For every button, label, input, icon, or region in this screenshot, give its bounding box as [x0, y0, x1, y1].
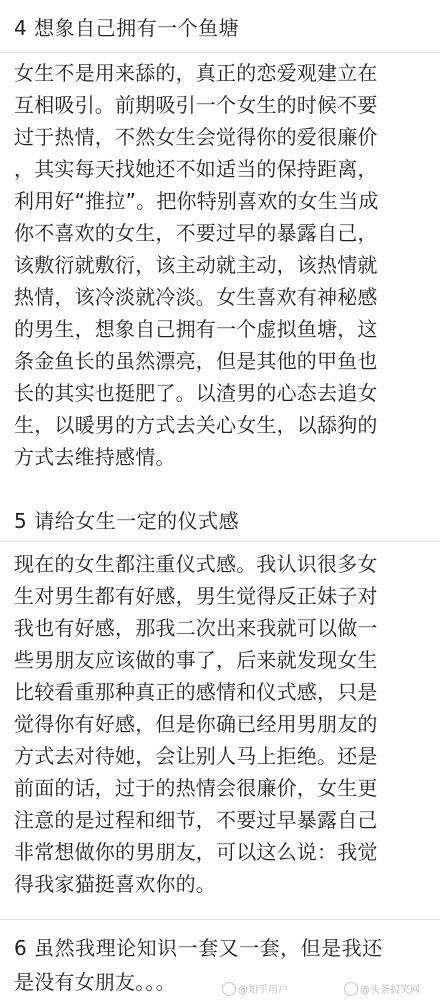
paragraph-line: 长的其实也挺肥了。以渣男的心态去追女 — [14, 381, 378, 405]
paragraph-line: 生对男生都有好感，男生觉得反正妹子对 — [14, 584, 378, 608]
section-divider — [0, 52, 440, 53]
watermark-right — [344, 982, 420, 1000]
weibo-icon — [344, 982, 358, 996]
paragraph-line: 是没有女朋友。。。 — [14, 970, 176, 994]
watermark-left — [222, 982, 288, 1000]
paragraph-line: ，其实每天找她还不如适当的保持距离， — [14, 157, 378, 181]
paragraph-line: 比较看重那种真正的感情和仪式感，只是 — [14, 680, 378, 704]
paragraph-line: 得我家猫挺喜欢你的。 — [14, 872, 216, 896]
paragraph-line: 注意的是过程和细节，不要过早暴露自己 — [14, 808, 378, 832]
paragraph-line: 非常想做你的男朋友，可以这么说：我觉 — [14, 840, 378, 864]
paragraph-line: 现在的女生都注重仪式感。我认识很多女 — [14, 552, 378, 576]
section-4-paragraph — [14, 57, 428, 473]
paragraph-line: 热情，该冷淡就冷淡。女生喜欢有神秘感 — [14, 285, 378, 309]
paragraph-line: 的男生，想象自己拥有一个虚拟鱼塘，这 — [14, 317, 378, 341]
paragraph-line: 生，以暖男的方式去关心女生，以舔狗的 — [14, 413, 378, 437]
section-5-title: 5 请给女生一定的仪式感 — [14, 509, 240, 533]
section-divider — [0, 919, 440, 920]
paragraph-line: 该敷衍就敷衍，该主动就主动，该热情就 — [14, 253, 378, 277]
watermark-right-text: @头条搞笑网 — [360, 985, 420, 996]
paragraph-line: 过于热情，不然女生会觉得你的爱很廉价 — [14, 125, 378, 149]
paragraph-line: 你不喜欢的女生，不要过早的暴露自己， — [14, 221, 378, 245]
paragraph-line: 前面的话，过于的热情会很廉价，女生更 — [14, 776, 378, 800]
section-4-title: 4 想象自己拥有一个鱼塘 — [14, 16, 240, 40]
paragraph-line: 女生不是用来舔的，真正的恋爱观建立在 — [14, 61, 378, 85]
paragraph-line: 条金鱼长的虽然漂亮，但是其他的甲鱼也 — [14, 349, 378, 373]
section-6-title: 6 虽然我理论知识一套又一套，但是我还 — [14, 936, 383, 960]
paragraph-line: 方式去维持感情。 — [14, 445, 176, 469]
paragraph-line: 我也有好感，那我二次出来我就可以做一 — [14, 616, 378, 640]
paragraph-line: 利用好“推拉”。把你特别喜欢的女生当成 — [14, 189, 379, 213]
paragraph-line: 些男朋友应该做的事了，后来就发现女生 — [14, 648, 378, 672]
section-divider — [0, 541, 440, 542]
watermark-left-text: @知乎用户 — [238, 985, 288, 996]
section-5-paragraph — [14, 548, 428, 900]
paragraph-line: 方式去对待她，会让别人马上拒绝。还是 — [14, 744, 378, 768]
weibo-icon — [222, 982, 236, 996]
paragraph-line: 互相吸引。前期吸引一个女生的时候不要 — [14, 93, 378, 117]
paragraph-line: 觉得你有好感，但是你确已经用男朋友的 — [14, 712, 378, 736]
